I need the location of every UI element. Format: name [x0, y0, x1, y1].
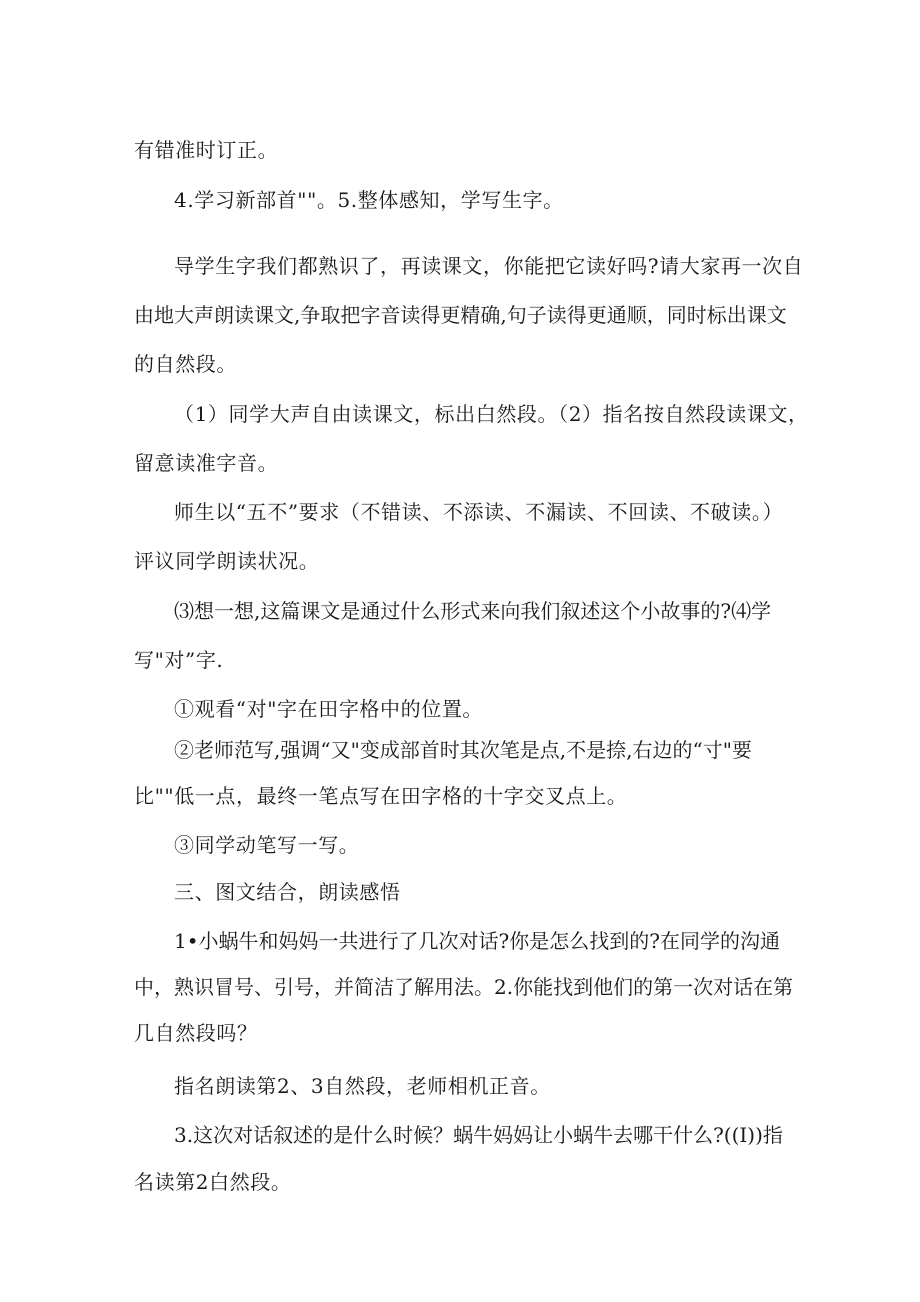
text-line: 评议同学朗读状况。 — [134, 549, 320, 573]
text-line: ③同学动笔写一写。 — [174, 833, 360, 857]
text-line: ①观看“对"字在田字格中的位置。 — [174, 697, 484, 721]
text-line: ⑶想一想,这篇课文是通过什么形式来向我们叙述这个小故事的?⑷学 — [174, 599, 772, 623]
text-line: 导学生字我们都熟识了，再读课文，你能把它读好吗?请大家再一次自 — [174, 254, 804, 278]
text-line: 留意读准字音。 — [134, 451, 279, 475]
text-line: 的自然段。 — [134, 352, 237, 376]
text-line: 师生以“五不”要求（不错读、不添读、不漏读、不回读、不破读。） — [174, 500, 784, 524]
text-line: 几自然段吗？ — [134, 1021, 258, 1045]
text-line: 4.学习新部首""。5.整体感知，学写生字。 — [174, 188, 564, 212]
text-line: （1）同学大声自由读课文，标出白然段。（2）指名按自然段读课文， — [174, 402, 809, 426]
text-line: ②老师范写,强调“又"变成部首时其次笔是点,不是捺,右边的“寸"要 — [174, 738, 752, 762]
text-line: 指名朗读第2、3自然段，老师相机正音。 — [174, 1074, 551, 1098]
text-line: 3.这次对话叙述的是什么时候？蜗牛妈妈让小蜗牛去哪干什么?((I))指 — [174, 1123, 783, 1147]
section-heading: 三、图文结合，朗读感悟 — [174, 880, 401, 904]
text-line: 由地大声朗读课文,争取把字音读得更精确,句子读得更通顺，同时标出课文 — [134, 303, 787, 327]
text-line: 名读第2白然段。 — [134, 1170, 292, 1194]
text-line: 有错准时订正。 — [134, 138, 279, 162]
text-line: 写"对”字. — [134, 648, 224, 672]
text-line: 比""低一点，最终一笔点写在田字格的十字交叉点上。 — [134, 784, 628, 808]
text-line: 1•小蜗牛和妈妈一共进行了几次对话?你是怎么找到的?在同学的沟通 — [174, 929, 780, 953]
text-line: 中，熟识冒号、引号，并简洁了解用法。2.你能找到他们的第一次对话在第 — [134, 975, 794, 999]
